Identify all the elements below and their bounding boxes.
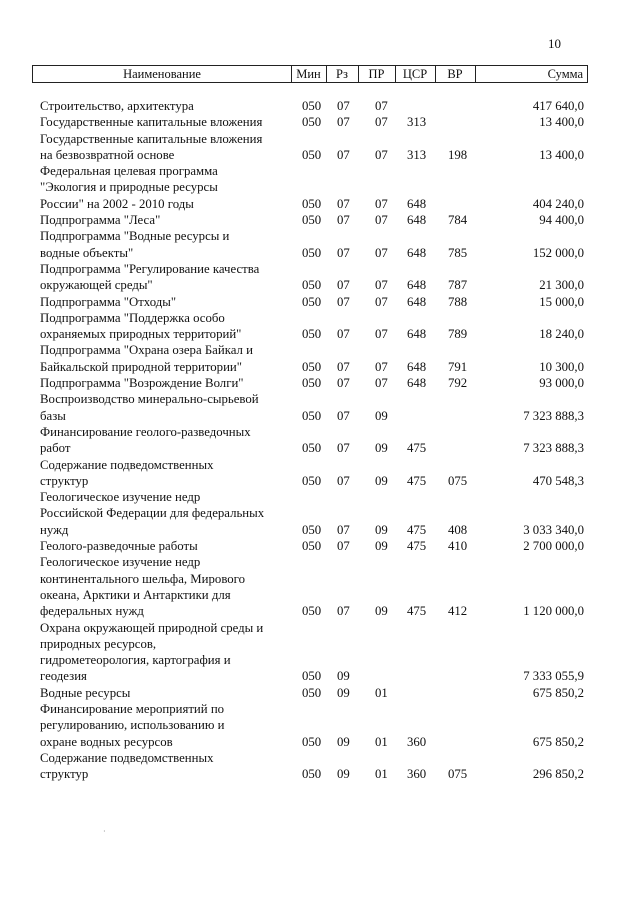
row-pr: 07: [375, 359, 388, 374]
row-rz: 07: [337, 376, 350, 391]
row-sum: 675 850,2: [532, 685, 584, 700]
row-csr: 648: [407, 359, 427, 374]
row-sum: 94 400,0: [539, 213, 584, 228]
row-name: Подпрограмма "Поддержка особо охраняемых природных территорий": [40, 310, 242, 342]
row-min: 050: [302, 767, 322, 782]
table-row: [0, 391, 640, 424]
header-pr: ПР: [368, 67, 385, 81]
row-rz: 07: [337, 408, 350, 423]
row-min: 050: [302, 115, 322, 130]
row-rz: 07: [337, 147, 350, 162]
row-name: Геологическое изучение недр Российской Федерации для федеральных нужд: [40, 490, 265, 537]
row-vr: 791: [448, 359, 468, 374]
table-row: [0, 163, 640, 212]
row-sum: 7 323 888,3: [523, 441, 584, 456]
row-rz: 07: [337, 278, 350, 293]
row-name: Государственные капитальные вложения: [40, 115, 263, 130]
row-sum: 404 240,0: [532, 196, 584, 211]
row-pr: 07: [375, 376, 388, 391]
row-csr: 648: [407, 213, 427, 228]
table-header: [32, 65, 588, 83]
row-sum: 13 400,0: [539, 147, 584, 162]
row-rz: 07: [337, 473, 350, 488]
table-row: [0, 131, 640, 164]
table-row: [0, 424, 640, 457]
scan-mark: ·: [103, 827, 106, 836]
row-min: 050: [302, 196, 322, 211]
row-name: Подпрограмма "Леса": [40, 213, 161, 228]
row-rz: 07: [337, 115, 350, 130]
row-min: 050: [302, 669, 322, 684]
header-vr: ВР: [447, 67, 463, 81]
row-sum: 417 640,0: [532, 99, 584, 113]
row-rz: 07: [337, 359, 350, 374]
row-rz: 07: [337, 327, 350, 342]
row-min: 050: [302, 539, 322, 554]
table-row: [0, 750, 640, 783]
row-sum: 675 850,2: [532, 734, 584, 749]
row-vr: 788: [448, 294, 468, 309]
page-number: 10: [548, 36, 561, 51]
row-csr: 313: [407, 115, 427, 130]
row-vr: 784: [448, 213, 468, 228]
row-csr: 648: [407, 294, 427, 309]
table-row: [0, 457, 640, 490]
row-sum: 18 240,0: [539, 327, 584, 342]
row-csr: 648: [407, 245, 427, 260]
table-row: [0, 375, 640, 391]
table-row: [0, 554, 640, 619]
row-vr: 792: [448, 376, 468, 391]
header-csr: ЦСР: [402, 67, 428, 81]
row-name: Финансирование мероприятий по регулированию, использованию и охране водных ресурсов: [40, 701, 225, 749]
row-rz: 09: [337, 685, 350, 700]
row-name: Содержание подведомственных структур: [40, 457, 214, 488]
row-pr: 07: [375, 147, 388, 162]
row-pr: 09: [375, 473, 388, 488]
row-pr: 09: [375, 539, 388, 554]
row-sum: 13 400,0: [539, 115, 584, 130]
row-min: 050: [302, 359, 322, 374]
row-rz: 09: [337, 734, 350, 749]
row-sum: 152 000,0: [532, 245, 584, 260]
row-pr: 01: [375, 734, 388, 749]
row-min: 050: [302, 685, 322, 700]
row-pr: 07: [375, 115, 388, 130]
row-pr: 07: [375, 213, 388, 228]
row-csr: 475: [407, 604, 427, 619]
header-min: Мин: [296, 67, 321, 81]
row-sum: 2 700 000,0: [523, 539, 584, 554]
table-row: [0, 98, 640, 114]
row-name: Подпрограмма "Отходы": [40, 294, 177, 309]
row-vr: 412: [448, 604, 468, 619]
row-name: Финансирование геолого-разведочных работ: [40, 424, 251, 456]
row-rz: 07: [337, 441, 350, 456]
row-sum: 7 323 888,3: [523, 408, 584, 423]
row-sum: 1 120 000,0: [523, 604, 584, 619]
row-pr: 07: [375, 294, 388, 309]
row-csr: 648: [407, 327, 427, 342]
row-rz: 09: [337, 767, 350, 782]
row-vr: 075: [448, 767, 468, 782]
row-pr: 09: [375, 604, 388, 619]
table-row: [0, 342, 640, 375]
row-rz: 07: [337, 539, 350, 554]
table-row: [0, 212, 640, 228]
row-vr: 787: [448, 278, 468, 293]
row-csr: 475: [407, 441, 427, 456]
row-csr: 360: [407, 734, 427, 749]
row-pr: 07: [375, 327, 388, 342]
row-sum: 93 000,0: [539, 376, 584, 391]
row-sum: 296 850,2: [532, 767, 584, 782]
row-min: 050: [302, 99, 322, 113]
row-min: 050: [302, 441, 322, 456]
row-sum: 15 000,0: [539, 294, 584, 309]
table-row: [0, 538, 640, 554]
row-csr: 648: [407, 376, 427, 391]
row-min: 050: [302, 294, 322, 309]
row-name: Подпрограмма "Возрождение Волги": [40, 376, 244, 391]
row-csr: 648: [407, 278, 427, 293]
row-sum: 21 300,0: [539, 278, 584, 293]
row-name: Федеральная целевая программа "Экология и природные ресурсы России" на 2002 - 2010 годы: [40, 164, 218, 211]
row-name: Подпрограмма "Регулирование качества окружающей среды": [40, 261, 260, 293]
row-pr: 01: [375, 767, 388, 782]
row-min: 050: [302, 278, 322, 293]
row-csr: 475: [407, 539, 427, 554]
row-min: 050: [302, 473, 322, 488]
table-row: [0, 114, 640, 130]
row-vr: 075: [448, 473, 468, 488]
row-min: 050: [302, 408, 322, 423]
row-name: Водные ресурсы: [40, 685, 131, 700]
row-vr: 408: [448, 522, 468, 537]
row-name: Геолого-разведочные работы: [40, 539, 198, 554]
row-pr: 01: [375, 685, 388, 700]
table-row: [0, 620, 640, 685]
row-vr: 198: [448, 147, 468, 162]
row-vr: 785: [448, 245, 468, 260]
row-rz: 09: [337, 669, 350, 684]
row-rz: 07: [337, 196, 350, 211]
row-csr: 475: [407, 473, 427, 488]
table-row: [0, 261, 640, 294]
row-name: Содержание подведомственных структур: [40, 750, 214, 782]
row-min: 050: [302, 376, 322, 391]
row-vr: 789: [448, 327, 468, 342]
row-sum: 3 033 340,0: [523, 522, 584, 537]
table-row: [0, 294, 640, 310]
table-row: [0, 701, 640, 750]
table-row: [0, 228, 640, 261]
budget-table-body: [0, 98, 640, 782]
table-row: [0, 685, 640, 701]
row-name: Воспроизводство минерально-сырьевой базы: [40, 392, 259, 423]
row-name: Подпрограмма "Охрана озера Байкал и Байкальской природной территории": [40, 343, 253, 374]
header-rz: Рз: [336, 67, 348, 81]
table-row: [0, 310, 640, 343]
row-rz: 07: [337, 99, 350, 113]
row-sum: 470 548,3: [532, 473, 584, 488]
row-name: Государственные капитальные вложения на безвозвратной основе: [40, 131, 263, 162]
row-min: 050: [302, 327, 322, 342]
row-name: Геологическое изучение недр континентального шельфа, Мирового океана, Арктики и Антарктики для федеральных нужд: [40, 555, 245, 619]
row-min: 050: [302, 245, 322, 260]
row-min: 050: [302, 604, 322, 619]
row-csr: 648: [407, 196, 427, 211]
row-min: 050: [302, 147, 322, 162]
row-min: 050: [302, 213, 322, 228]
row-pr: 07: [375, 278, 388, 293]
row-name: Строительство, архитектура: [40, 99, 194, 113]
header-sum: Сумма: [547, 67, 583, 81]
row-pr: 07: [375, 245, 388, 260]
row-pr: 09: [375, 441, 388, 456]
row-csr: 313: [407, 147, 427, 162]
row-pr: 09: [375, 522, 388, 537]
row-rz: 07: [337, 522, 350, 537]
row-vr: 410: [448, 539, 468, 554]
row-rz: 07: [337, 604, 350, 619]
header-name: Наименование: [123, 67, 201, 81]
row-sum: 10 300,0: [539, 359, 584, 374]
row-rz: 07: [337, 213, 350, 228]
row-pr: 07: [375, 196, 388, 211]
row-rz: 07: [337, 245, 350, 260]
row-pr: 09: [375, 408, 388, 423]
table-row: [0, 489, 640, 538]
row-min: 050: [302, 734, 322, 749]
row-rz: 07: [337, 294, 350, 309]
row-pr: 07: [375, 99, 388, 113]
row-csr: 475: [407, 522, 427, 537]
row-csr: 360: [407, 767, 427, 782]
row-name: Подпрограмма "Водные ресурсы и водные объекты": [40, 229, 230, 260]
row-sum: 7 333 055,9: [523, 669, 584, 684]
row-min: 050: [302, 522, 322, 537]
row-name: Охрана окружающей природной среды и природных ресурсов, гидрометеорология, картография и геодезия: [40, 620, 264, 684]
